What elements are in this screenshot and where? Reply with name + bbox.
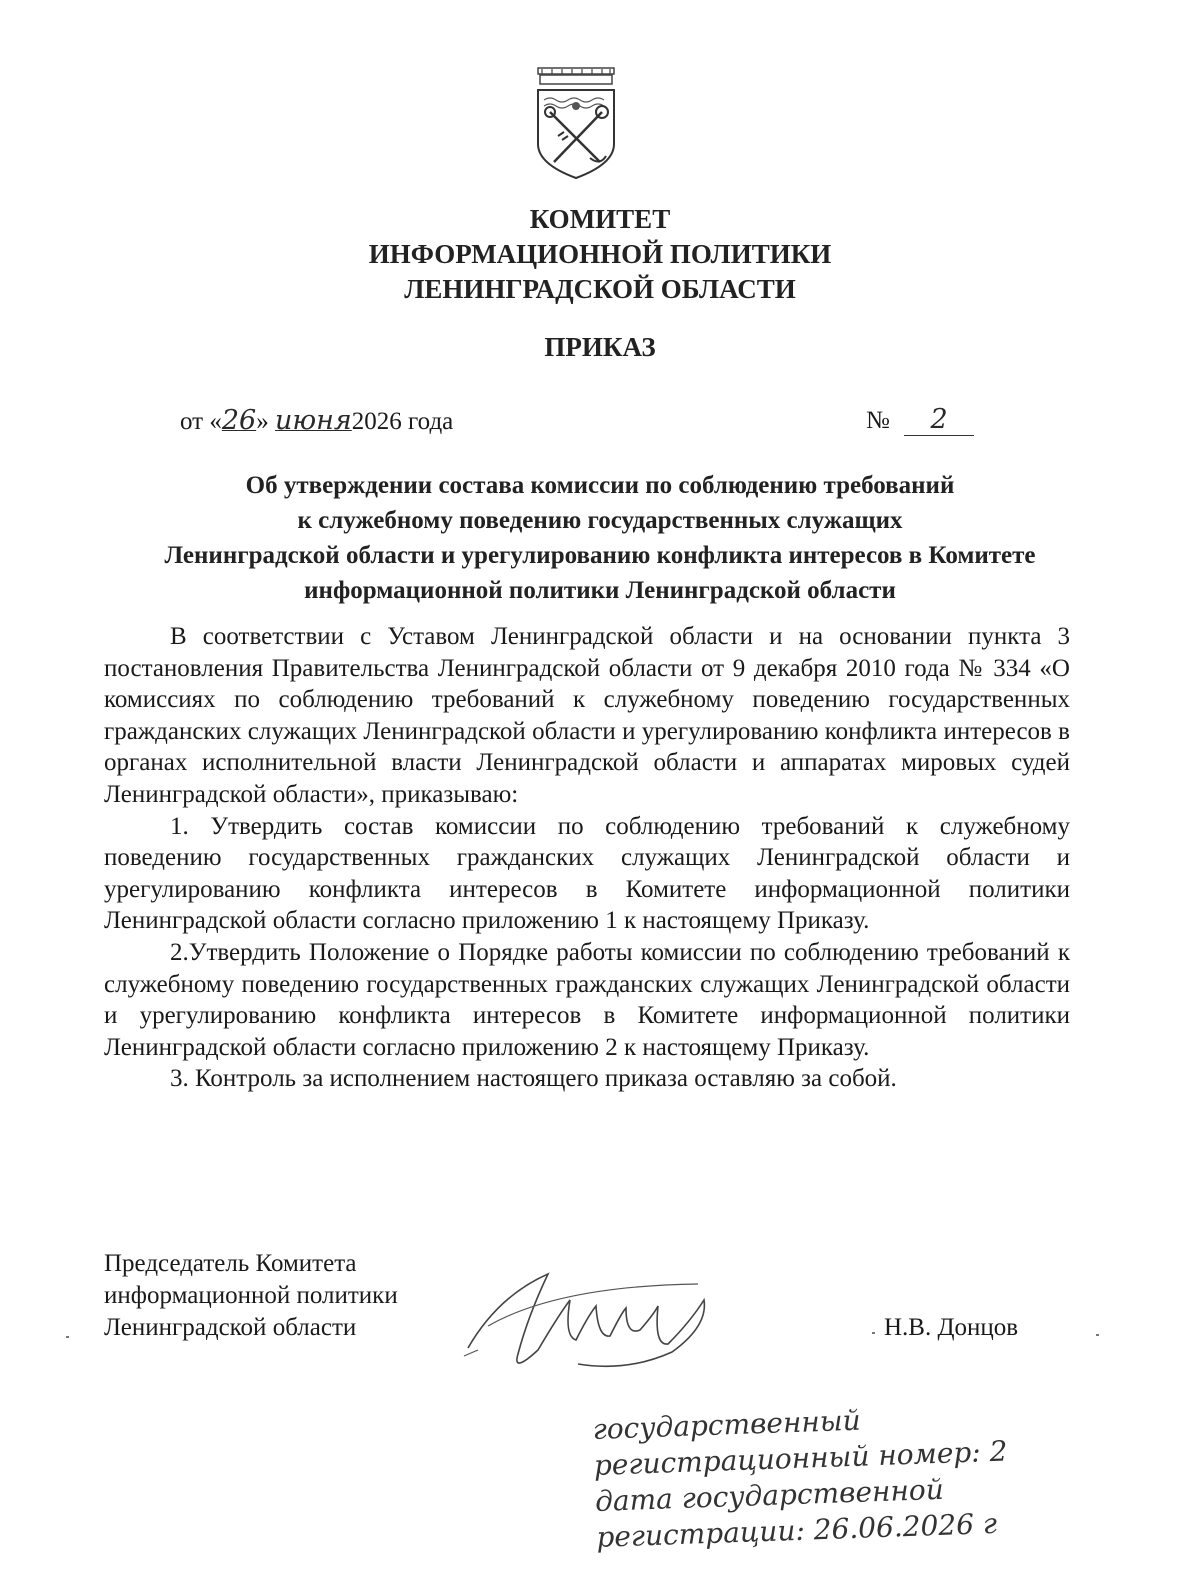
note-line-4: регистрации: 26.06.2026 г xyxy=(595,1506,998,1554)
note-line-3: дата государственной xyxy=(594,1472,945,1518)
date-mid: » xyxy=(256,408,269,435)
note-line-1: государственный xyxy=(592,1403,862,1446)
title-line-4: информационной политики Ленинградской области xyxy=(304,577,896,604)
org-name-line-3: ЛЕНИНГРАДСКОЙ ОБЛАСТИ xyxy=(404,274,796,304)
number-sign: № xyxy=(866,407,890,434)
order-item-3: 3. Контроль за исполнением настоящего приказа оставляю за собой. xyxy=(170,1065,897,1093)
scan-speck xyxy=(872,1332,875,1334)
title-line-2: к служебному поведению государственных служащих xyxy=(297,507,903,534)
org-name-line-2: ИНФОРМАЦИОННОЙ ПОЛИТИКИ xyxy=(368,239,832,269)
registration-note xyxy=(592,1392,1157,1555)
signer-name: Н.В. Донцов xyxy=(884,1314,1019,1341)
title-line-3: Ленинградской области и урегулированию конфликта интересов в Комитете xyxy=(164,542,1036,569)
order-item-2: 2.Утвердить Положение о Порядке работы комиссии по соблюдению требований к служебному поведению государственных гражданских служащих Ленинградской области и урегулированию конфликта интересов в Комитете информационной политики Ленинградской области согласно приложению 2 к настоящему Приказу. xyxy=(104,938,1070,1061)
order-item-1: 1. Утвердить состав комиссии по соблюдению требований к служебному поведению государственных гражданских служащих Ленинградской области и урегулированию конфликта интересов в Комитете информационной политики Ленинградской области согласно приложению 1 к настоящему Приказу. xyxy=(104,812,1070,935)
signer-position xyxy=(104,1248,398,1344)
note-line-2: регистрационный номер: 2 xyxy=(593,1434,1008,1482)
coat-of-arms-icon xyxy=(528,66,624,182)
document-type: ПРИКАЗ xyxy=(544,332,656,362)
date-month: июня xyxy=(274,405,352,436)
title-line-1: Об утверждении состава комиссии по соблюдению требований xyxy=(245,472,955,499)
date-prefix: от « xyxy=(180,408,222,435)
scan-speck xyxy=(1096,1334,1099,1336)
order-title xyxy=(90,468,1110,608)
signer-position-line-2: информационной политики xyxy=(104,1282,398,1309)
signer-position-line-1: Председатель Комитета xyxy=(104,1250,357,1277)
handwritten-signature xyxy=(458,1256,718,1376)
order-number-line xyxy=(866,403,974,438)
org-name-line-1: КОМИТЕТ xyxy=(529,204,671,234)
date-year: 2026 года xyxy=(351,408,454,435)
scan-speck xyxy=(66,1336,69,1338)
signer-position-line-3: Ленинградской области xyxy=(104,1314,357,1341)
date-day: 26 xyxy=(221,405,257,436)
date-line xyxy=(180,403,453,439)
preamble-paragraph: В соответствии с Уставом Ленинградской области и на основании пункта 3 постановления Правительства Ленинградской области от 9 декабря 2010 года № 334 «О комиссиях по соблюдению требований к служебному поведению государственных гражданских служащих Ленинградской области и урегулированию конфликта интересов в органах исполнительной власти Ленинградской области и аппаратах мировых судей Ленинградской области», приказываю: xyxy=(104,623,1070,808)
order-number: 2 xyxy=(904,405,974,436)
order-body xyxy=(104,621,1070,1095)
